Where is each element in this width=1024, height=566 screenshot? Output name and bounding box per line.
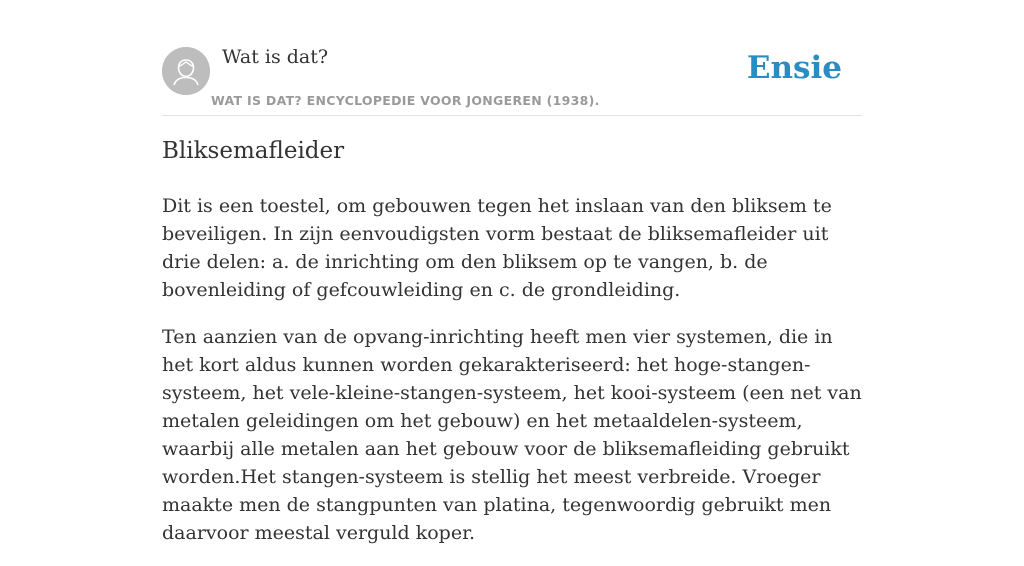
- article-body: [162, 192, 862, 566]
- source-name-link[interactable]: Wat is dat?: [222, 46, 329, 68]
- ensie-logo-link[interactable]: Ensie: [746, 50, 842, 86]
- article-paragraph: Ten aanzien van de opvang-inrichting heeft men vier systemen, die in het kort aldus kunnen worden gekarakteriseerd: het hoge-stangen-systeem, het vele-kleine-stangen-systeem, het kooi-systeem (een net van metalen geleidingen om het gebouw) en het metaaldelen-systeem, waarbij alle metalen aan het gebouw voor de bliksemafleiding gebruikt worden.Het stangen-systeem is stellig het meest verbreide. Vroeger maakte men de stangpunten van platina, tegenwoordig gebruikt men daarvoor meestal verguld koper.: [162, 326, 862, 544]
- user-icon[interactable]: [162, 47, 210, 95]
- article-paragraph: Dit is een toestel, om gebouwen tegen het inslaan van den bliksem te beveiligen. In zijn eenvoudigsten vorm bestaat de bliksemafleider uit drie delen: a. de inrichting om den bliksem op te vangen, b. de bovenleiding of gefcouwleiding en c. de grondleiding.: [162, 195, 832, 301]
- source-subtitle: WAT IS DAT? ENCYCLOPEDIE VOOR JONGEREN (1938).: [211, 93, 600, 108]
- source-header: [162, 40, 862, 116]
- article-title: Bliksemafleider: [162, 138, 345, 164]
